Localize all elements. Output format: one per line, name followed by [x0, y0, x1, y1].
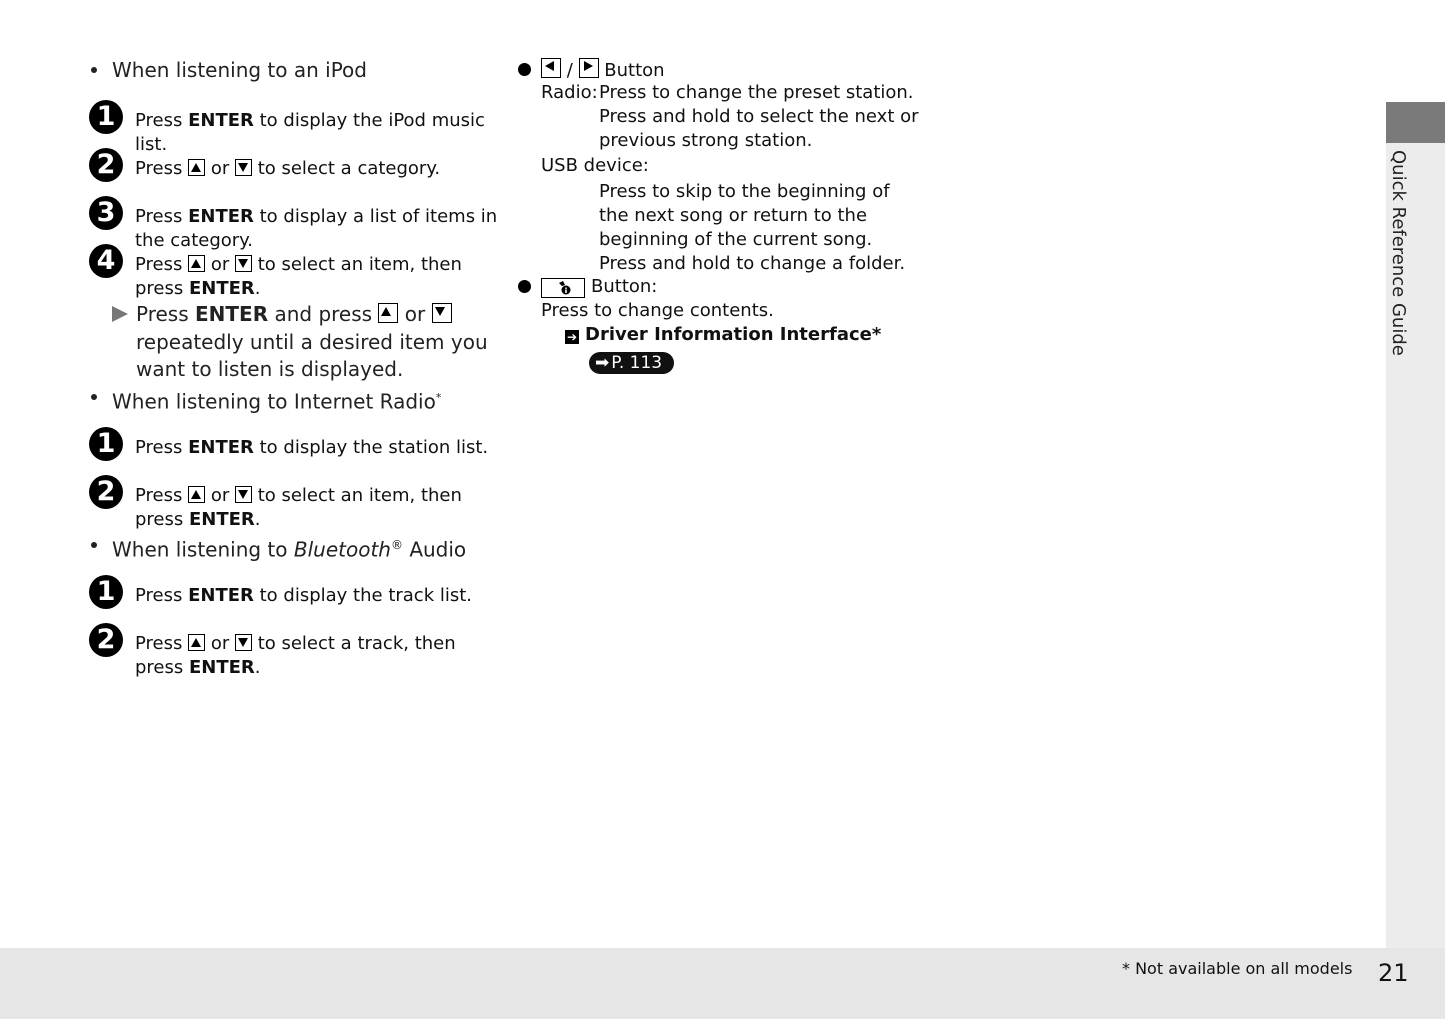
- left-arrow-icon: [541, 58, 561, 78]
- bt-step-1: Press ENTER to display the track list.: [135, 585, 473, 606]
- section-tab: [1386, 102, 1445, 143]
- up-arrow-icon: [188, 634, 205, 651]
- up-arrow-icon: [188, 486, 205, 503]
- section-title: Quick Reference Guide: [1388, 150, 1409, 356]
- radio-label: Radio:: [541, 82, 598, 103]
- bt-step-2-cont: press ENTER.: [135, 657, 261, 678]
- footer-note: * Not available on all models: [1122, 959, 1353, 978]
- ipod-step-4: Press or to select an item, then: [135, 254, 462, 275]
- usb-line-1: Press to skip to the beginning of: [599, 181, 890, 202]
- bullet-dot: [91, 394, 97, 400]
- down-arrow-icon: [235, 634, 252, 651]
- ipod-step-3: Press ENTER to display a list of items in: [135, 206, 498, 227]
- page-ref-link[interactable]: ➡ P. 113: [589, 352, 674, 374]
- radio-step-2-cont: press ENTER.: [135, 509, 261, 530]
- step-number-3: 3: [89, 196, 123, 230]
- ipod-note-line3: want to listen is displayed.: [136, 357, 404, 381]
- up-arrow-icon: [188, 255, 205, 272]
- step-number-1: 1: [89, 427, 123, 461]
- ipod-step-4-cont: press ENTER.: [135, 278, 261, 299]
- info-button-icon: [541, 278, 585, 298]
- radio-line-3: previous strong station.: [599, 130, 813, 151]
- bt-step-2: Press or to select a track, then: [135, 633, 456, 654]
- bullet-dot: [518, 280, 531, 293]
- driver-info-link[interactable]: ➔ Driver Information Interface*: [566, 324, 882, 345]
- radio-step-1: Press ENTER to display the station list.: [135, 437, 489, 458]
- ipod-step-1: Press ENTER to display the iPod music: [135, 110, 485, 131]
- bluetooth-heading: When listening to Bluetooth® Audio: [112, 537, 467, 562]
- bullet-dot: [518, 63, 531, 76]
- ipod-note-line1: Press ENTER and press or: [136, 301, 452, 328]
- usb-label: USB device:: [541, 155, 649, 176]
- ipod-step-1-cont: list.: [135, 134, 168, 155]
- info-button-line: Press to change contents.: [541, 300, 774, 321]
- down-arrow-icon: [235, 486, 252, 503]
- step-number-4: 4: [89, 244, 123, 278]
- step-number-1: 1: [89, 100, 123, 134]
- bullet-dot: [91, 542, 97, 548]
- down-arrow-icon: [432, 303, 452, 323]
- usb-line-4: Press and hold to change a folder.: [599, 253, 906, 274]
- radio-step-2: Press or to select an item, then: [135, 485, 462, 506]
- skip-button-heading: / Button: [541, 58, 665, 83]
- step-number-1: 1: [89, 575, 123, 609]
- ipod-heading: When listening to an iPod: [112, 58, 367, 82]
- reference-arrow-icon: ➔: [566, 330, 578, 344]
- usb-line-3: beginning of the current song.: [599, 229, 873, 250]
- page-number: 21: [1378, 959, 1409, 987]
- step-number-2: 2: [89, 623, 123, 657]
- usb-line-2: the next song or return to the: [599, 205, 868, 226]
- info-button-label: Button:: [591, 276, 658, 297]
- internet-radio-heading: When listening to Internet Radio*: [112, 389, 442, 414]
- bullet-dot: [91, 67, 97, 73]
- down-arrow-icon: [235, 255, 252, 272]
- radio-line-1: Press to change the preset station.: [599, 82, 914, 103]
- ipod-step-3-cont: the category.: [135, 230, 253, 251]
- radio-line-2: Press and hold to select the next or: [599, 106, 919, 127]
- down-arrow-icon: [235, 159, 252, 176]
- page-ref-arrow-icon: ➡: [595, 353, 610, 373]
- up-arrow-icon: [188, 159, 205, 176]
- step-number-2: 2: [89, 148, 123, 182]
- step-number-2: 2: [89, 475, 123, 509]
- ipod-step-2: Press or to select a category.: [135, 158, 441, 179]
- right-arrow-icon: [579, 58, 599, 78]
- ipod-note-line2: repeatedly until a desired item you: [136, 330, 488, 354]
- note-triangle-icon: [112, 306, 128, 322]
- up-arrow-icon: [378, 303, 398, 323]
